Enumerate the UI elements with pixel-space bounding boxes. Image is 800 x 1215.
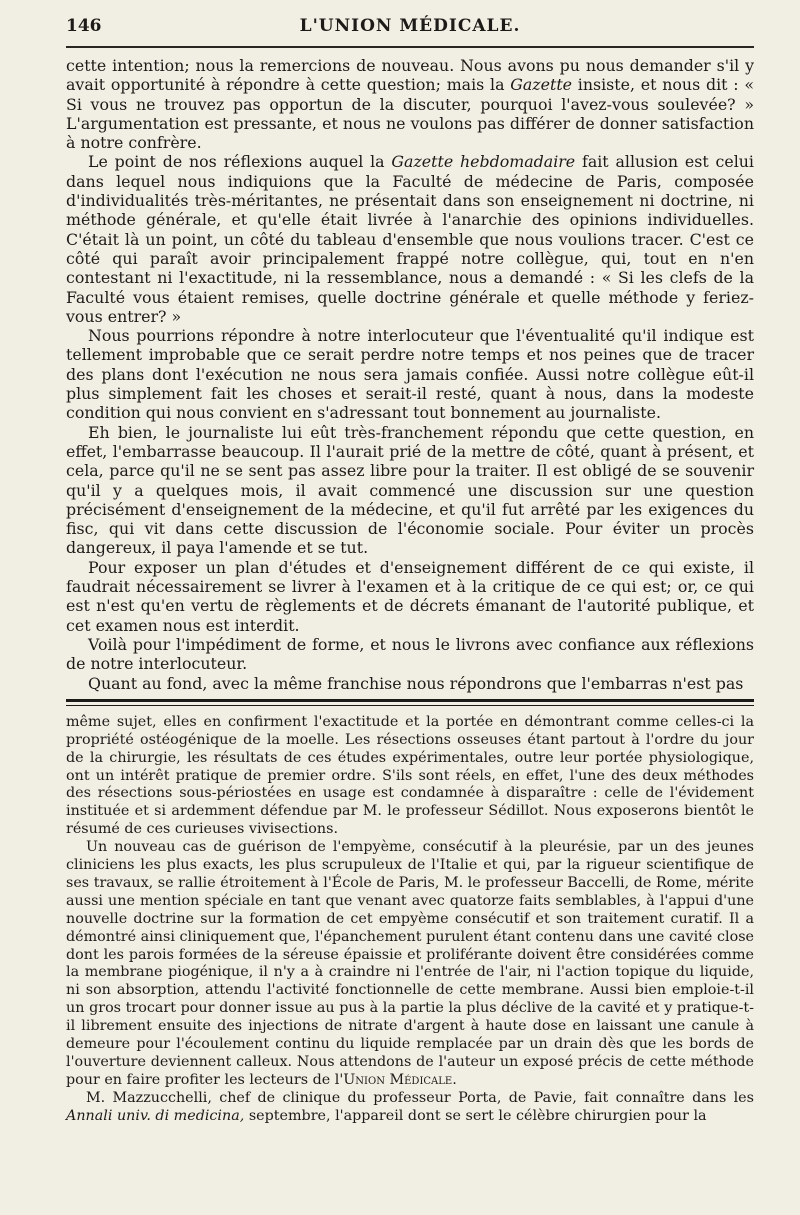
paragraph-2-text-a: Le point de nos réflexions auquel la (88, 152, 392, 172)
feuilleton-paragraph-3-text-b: septembre, l'appareil dont se sert le célèbre chirurgien pour la (244, 1107, 707, 1124)
paragraph-2-text-b: fait allusion est celui dans lequel nous indiquions que la Faculté de médecine de Paris, composée d'individualités très-méritantes, ne présentait dans son enseignement ni doctrine, ni méthode générale, et qu'elle était livrée à l'anarchie des opinions individuelles. C'était là un point, un côté du tableau d'ensemble que nous voulions tracer. C'est ce côté qui paraît avoir principalement frappé notre collègue, qui, tout en n'en contestant ni l'exactitude, ni la ressemblance, nous a demandé : « Si les clefs de la Faculté vous étaient remises, quelle doctrine générale et quelle méthode y feriez-vous entrer? » (66, 152, 754, 326)
paragraph-7: Quant au fond, avec la même franchise nous répondrons que l'embarras n'est pas (88, 673, 744, 693)
feuilleton-paragraph-3 (66, 1090, 754, 1126)
feuilleton-paragraph-2 (66, 839, 754, 1090)
feuilleton-column (66, 714, 754, 1126)
main-column (66, 56, 754, 693)
feuilleton-separator (66, 699, 754, 706)
annali-title: Annali univ. di medicina, (66, 1107, 245, 1124)
paragraph-1-text-a: cette intention; nous la remercions de nouveau. Nous avons pu nous demander s'il y avait opportunité à répondre à cette question; mais la (66, 56, 754, 95)
paragraph-5: Pour exposer un plan d'études et d'enseignement différent de ce qui existe, il faudrait nécessairement se livrer à l'examen et à la critique de ce qui est; or, ce qui est n'est qu'en vertu de règlements et de décrets émanant de l'autorité publique, et cet examen nous est interdit. (66, 557, 754, 635)
paragraph-1 (66, 56, 754, 152)
running-title: L'UNION MÉDICALE. (299, 16, 521, 36)
feuilleton-paragraph-2-text-b: . (452, 1071, 457, 1088)
journal-name-smallcaps: Union Médicale (343, 1071, 453, 1088)
paragraph-1-text-b: insiste, et nous dit : « Si vous ne trouvez pas opportun de la discuter, pourquoi l'avez-vous soulevée? » L'argumentation est pressante, et nous ne voulons pas différer de donner satisfaction à notre confrère. (66, 75, 754, 153)
paragraph-4: Eh bien, le journaliste lui eût très-franchement répondu que cette question, en effet, l'embarrasse beaucoup. Il l'aurait prié de la mettre de côté, quant à présent, et cela, parce qu'il ne se sent pas assez libre pour la traiter. Il est obligé de se souvenir qu'il y a quelques mois, il avait commencé une discussion sur une question précisément d'enseignement de la médecine, et qu'il fut arrêté par les exigences du fisc, qui vit dans cette discussion de l'économie sociale. Pour éviter un procès dangereux, il paya l'amende et se tut. (66, 422, 754, 558)
page-header (66, 16, 754, 44)
paragraph-6: Voilà pour l'impédiment de forme, et nous le livrons avec confiance aux réflexions de notre interlocuteur. (66, 634, 754, 674)
gazette-hebdomadaire-title: Gazette hebdomadaire (391, 152, 576, 172)
feuilleton-paragraph-3-text-a: M. Mazzucchelli, chef de clinique du professeur Porta, de Pavie, fait connaître dans les (86, 1089, 754, 1106)
feuilleton-paragraph-1: même sujet, elles en confirment l'exactitude et la portée en démontrant comme celles-ci la propriété ostéogénique de la moelle. Les résections osseuses étant partout à l'ordre du jour de la chirurgie, les résultats de ces études expérimentales, outre leur portée physiologique, ont un intérêt pratique de premier ordre. S'ils sont réels, en effet, l'une des deux méthodes des résections sous-périostées en usage est condamnée à disparaître : celle de l'évidement instituée et si ardemment défendue par M. le professeur Sédillot. Nous exposerons bientôt le résumé de ces curieuses vivisections. (66, 713, 754, 838)
gazette-title: Gazette (510, 75, 573, 95)
paragraph-3: Nous pourrions répondre à notre interlocuteur que l'éventualité qu'il indique est tellement improbable que ce serait perdre notre temps et nos peines que de tracer des plans dont l'exécution ne nous sera jamais confiée. Aussi notre collègue eût-il plus simplement fait les choses et serait-il resté, quant à nous, dans la modeste condition qui nous convient en s'adressant tout bonnement au journaliste. (66, 326, 754, 423)
header-rule (66, 46, 754, 48)
feuilleton-paragraph-2-text-a: Un nouveau cas de guérison de l'empyème, consécutif à la pleurésie, par un des jeunes cliniciens les plus exacts, les plus scrupuleux de l'Italie et qui, par la rigueur scientifique de ses travaux, se rallie étroitement à l'École de Paris, M. le professeur Baccelli, de Rome, mérite aussi une mention spéciale en tant que venant avec quatorze faits semblables, à l'appui d'une nouvelle doctrine sur la formation de cet empyème consécutif et son traitement curatif. Il a démontré ainsi cliniquement que, l'épanchement purulent étant contenu dans une cavité close dont les parois formées de la séreuse épaissie et proliférante doivent être considérées comme la membrane piogénique, il n'y a à craindre ni l'entrée de l'air, ni l'action topique du liquide, ni son absorption, attendu l'activité fonctionnelle de cette membrane. Aussi bien emploie-t-il un gros trocart pour donner issue au pus à la partie la plus déclive de la cavité et y pratique-t-il librement ensuite des injections de nitrate d'argent à haute dose en laissant une canule à demeure pour l'écoulement continu du liquide remplacée par un drain dès que les bords de l'ouverture deviennent calleux. Nous attendons de l'auteur un exposé précis de cette méthode pour en faire profiter les lecteurs de l' (66, 839, 754, 1088)
page-number: 146 (66, 16, 102, 36)
paragraph-2 (66, 152, 754, 326)
